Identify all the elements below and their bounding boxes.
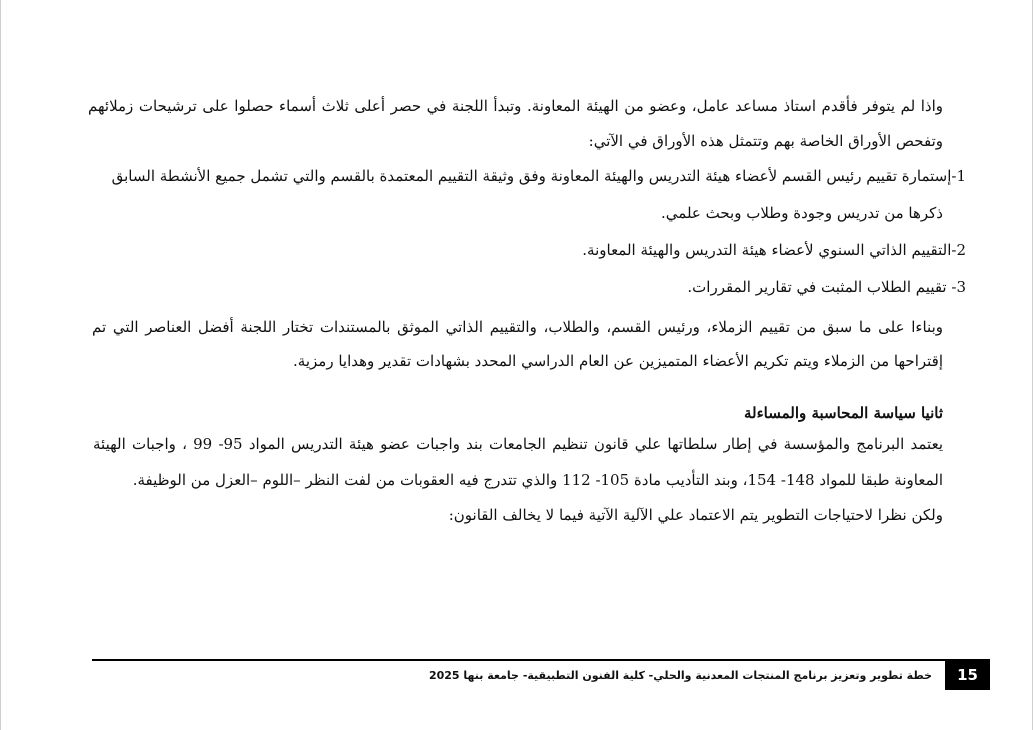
page-number: 15 [945,660,990,690]
paragraph-line-2: وتفحص الأوراق الخاصة بهم وتتمثل هذه الأوراق في الآتي: [588,132,943,150]
paragraph-line-1: واذا لم يتوفر فأقدم استاذ مساعد عامل، وعضو من الهيئة المعاونة. وتبدأ اللجنة في حصر أعلى ثلاث أسماء حصلوا على ترشيحات زملائهم [88,97,943,115]
footer-divider [92,659,990,661]
paragraph-line-6: المعاونة طبقا للمواد 148- 154، وبند التأديب مادة 105- 112 والذي تتدرج فيه العقوبات من لفت النظر –اللوم –العزل من الوظيفة. [132,471,943,489]
list-item-3: 3- تقييم الطلاب المثبت في تقارير المقررات. [687,278,966,296]
paragraph-line-4: إقتراحها من الزملاء ويتم تكريم الأعضاء المتميزين عن العام الدراسي المحدد بشهادات تقدير وهدايا رمزية. [293,352,943,370]
paragraph-line-3: وبناءا على ما سبق من تقييم الزملاء، ورئيس القسم، والطلاب، والتقييم الذاتي الموثق بالمستندات تختار اللجنة أفضل العناصر التي تم [92,318,943,336]
footer-text: خطة تطوير وتعزيز برنامج المنتجات المعدنية والحلي- كلية الفنون التطبيقية- جامعة بنها 2025 [428,669,932,682]
paragraph-line-5: يعتمد البرنامج والمؤسسة في إطار سلطاتها علي قانون تنظيم الجامعات بند واجبات عضو هيئة التدريس المواد 95- 99 ، واجبات الهيئة [93,435,943,453]
list-item-1-line-1: 1-إستمارة تقييم رئيس القسم لأعضاء هيئة التدريس والهيئة المعاونة وفق وثيقة التقييم المعتمدة بالقسم والتي تشمل جميع الأنشطة السابق [111,167,966,185]
list-item-1-line-2: ذكرها من تدريس وجودة وطلاب وبحث علمي. [661,204,943,222]
list-item-2: 2-التقييم الذاتي السنوي لأعضاء هيئة التدريس والهيئة المعاونة. [582,241,966,259]
section-heading: ثانيا سياسة المحاسبة والمساءلة [743,404,943,422]
paragraph-line-7: ولكن نظرا لاحتياجات التطوير يتم الاعتماد علي الآلية الآتية فيما لا يخالف القانون: [448,506,943,524]
